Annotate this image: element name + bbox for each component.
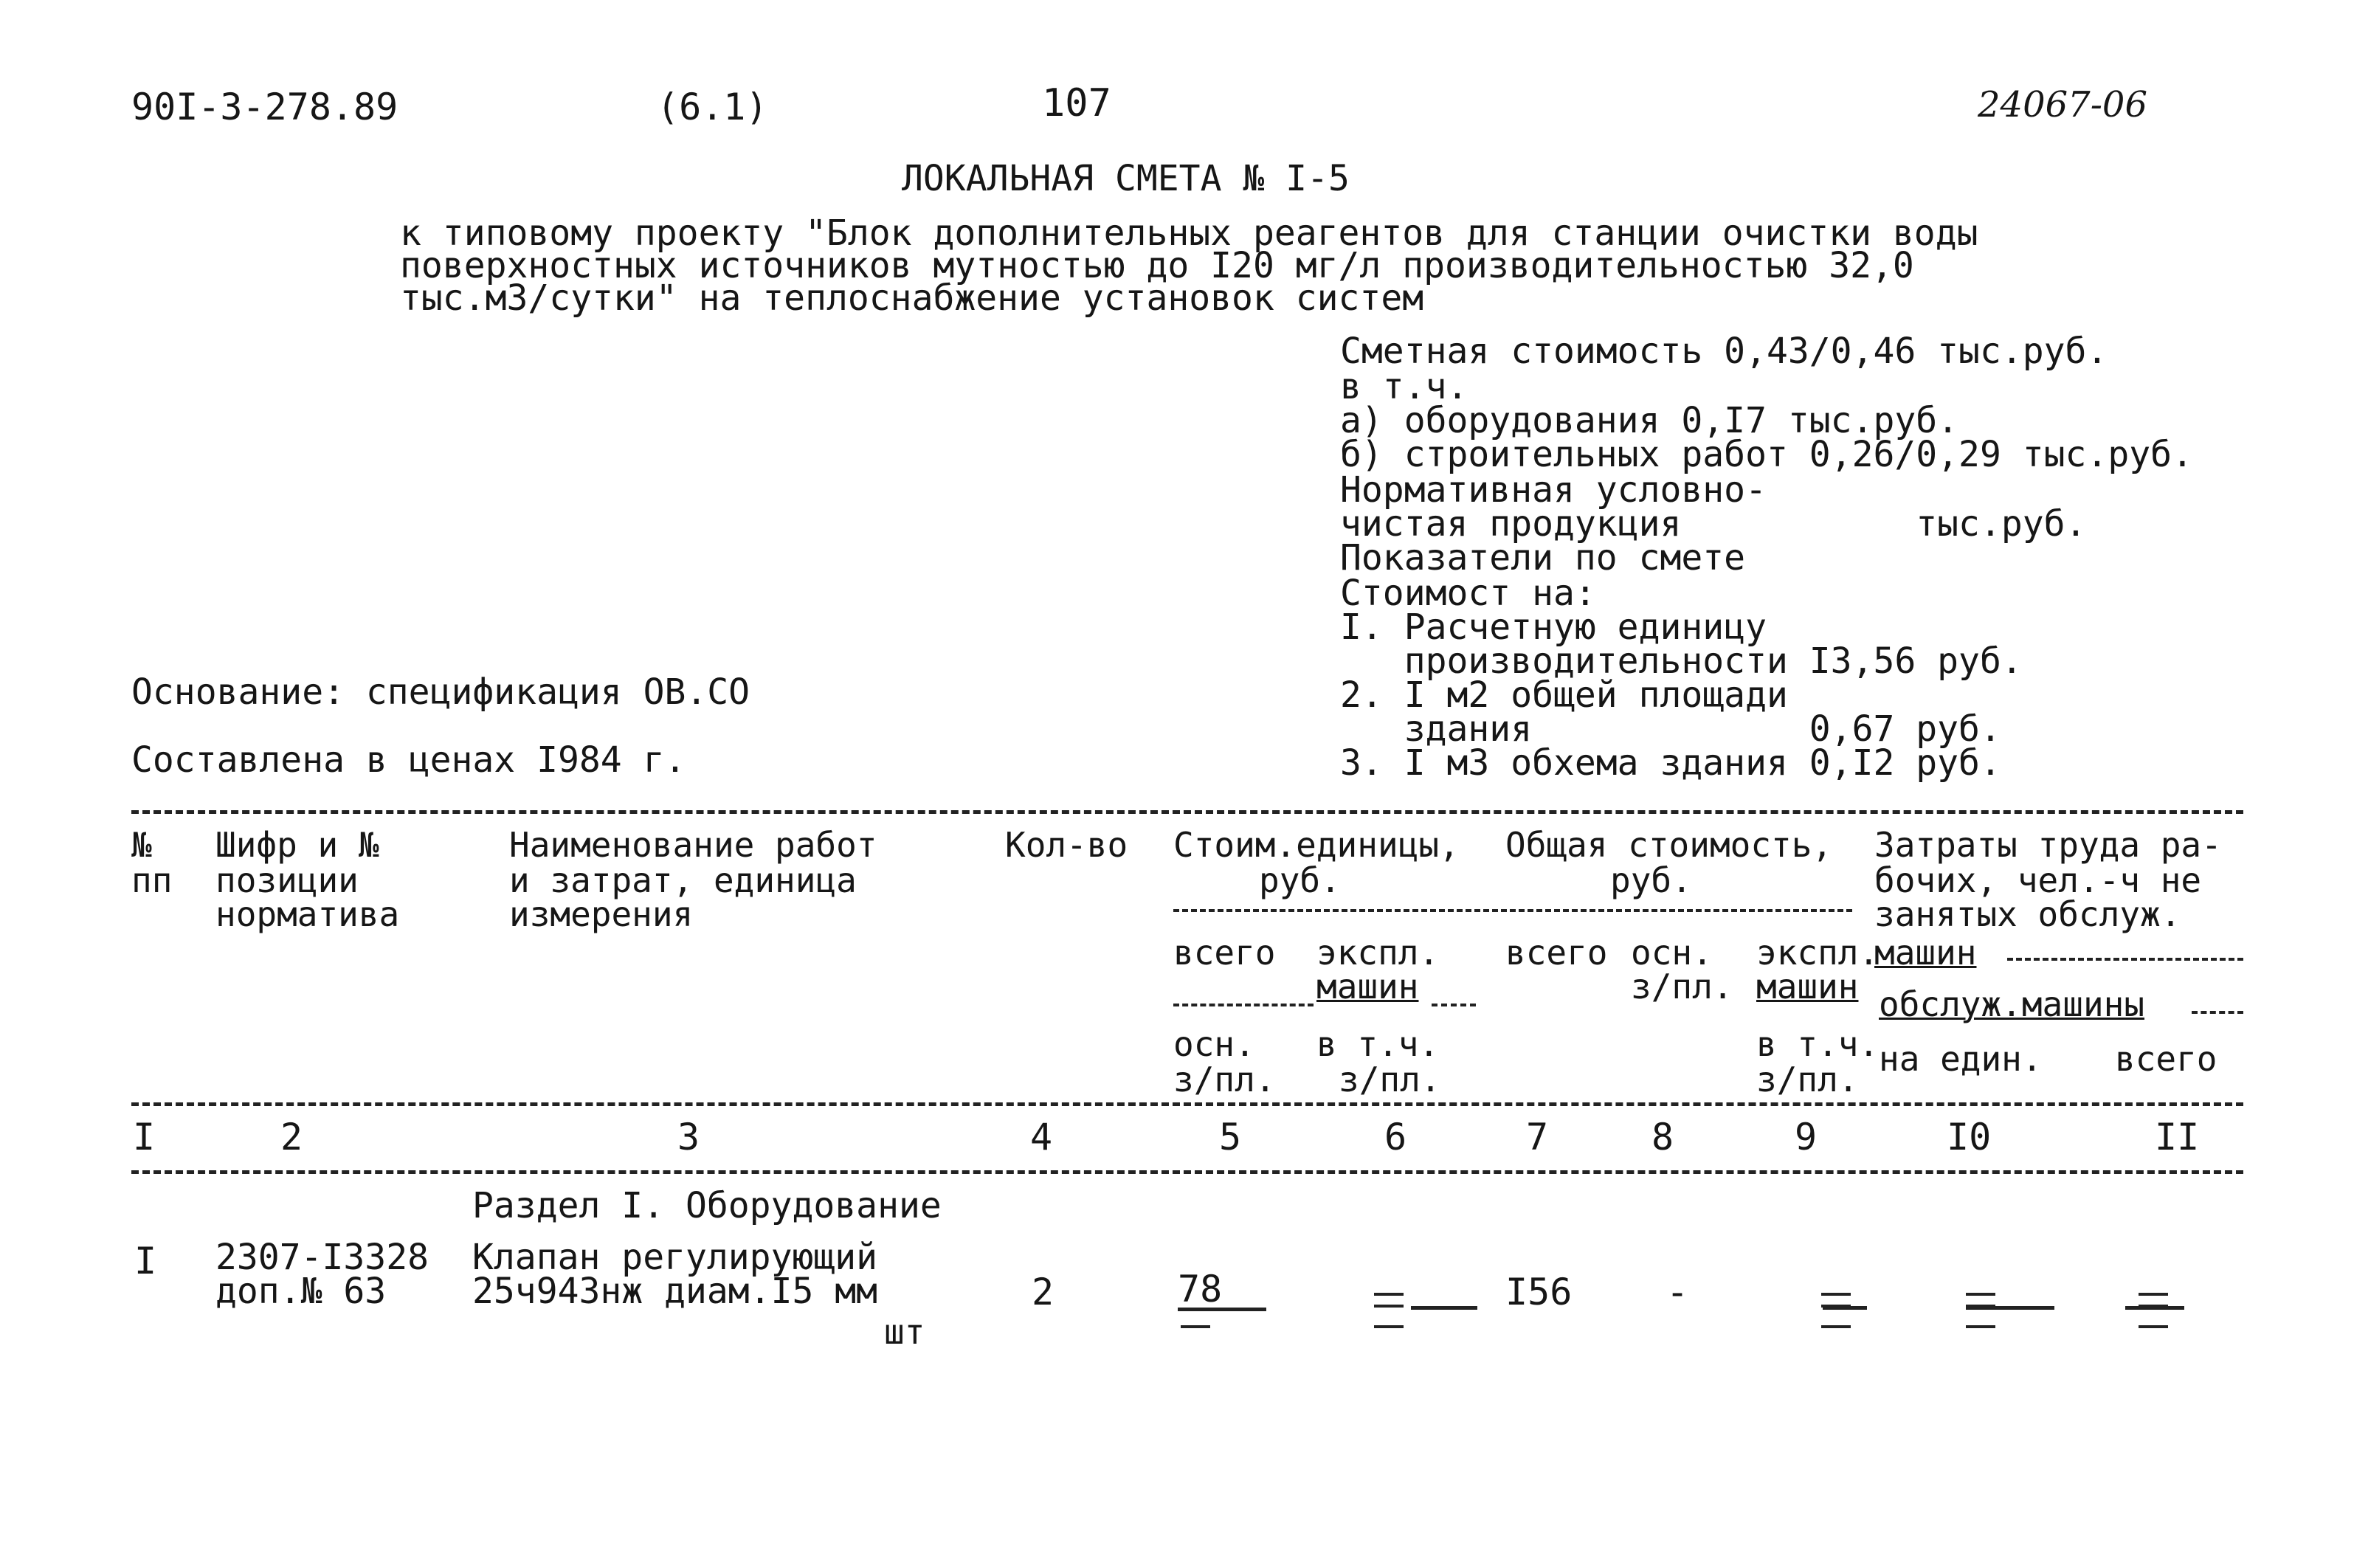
header-c5-line: осн.: [1173, 1024, 1255, 1064]
column-number: 9: [1795, 1116, 1818, 1158]
summary-line: 2. I м2 общей площади: [1340, 674, 1788, 716]
header-c5-title: руб.: [1259, 860, 1341, 900]
page-number: 107: [1042, 81, 1111, 125]
row-empty-underline: [1823, 1306, 1867, 1310]
header-c10-title: бочих, чел.-ч не: [1874, 860, 2202, 900]
header-c9-line: в т.ч.: [1756, 1024, 1880, 1064]
column-number: 4: [1030, 1116, 1053, 1158]
row-code: доп.№ 63: [215, 1271, 387, 1312]
prices-line: Составлена в ценах I984 г.: [131, 739, 686, 781]
header-c6-line: машин: [1316, 967, 1419, 1006]
row-empty-underline: [1966, 1306, 2054, 1310]
row-empty-mark: [1374, 1293, 1404, 1296]
header-c8-line: з/пл.: [1631, 967, 1733, 1006]
summary-line: Нормативная условно-: [1340, 469, 1767, 511]
header-bottom-rule: [131, 1102, 2243, 1106]
header-c9-line: з/пл.: [1756, 1060, 1859, 1099]
summary-line: чистая продукция тыс.руб.: [1340, 503, 2087, 545]
document-code: 90I-3-278.89: [131, 86, 398, 128]
subtitle-line-2: поверхностных источников мутностью до I20 мг/л производительностью 32,0: [400, 245, 1914, 286]
row-code: 2307-I3328: [215, 1237, 429, 1278]
row-quantity: 2: [1032, 1271, 1055, 1313]
header-c2-line: Шифр и №: [215, 825, 379, 865]
row-name: 25ч943нж диам.I5 мм: [472, 1271, 878, 1312]
header-c10-rule2: [2192, 1011, 2243, 1014]
header-sub-rule: [1173, 909, 1852, 912]
summary-line: Показатели по смете: [1340, 537, 1746, 578]
column-number: I: [133, 1116, 156, 1158]
row-empty-mark: [2139, 1293, 2168, 1296]
column-number: I0: [1947, 1116, 1992, 1158]
subtitle-line-3: тыс.м3/сутки" на теплоснабжение установок систем: [400, 277, 1424, 319]
basis-line: Основание: спецификация ОВ.СО: [131, 671, 750, 713]
header-c5-total: всего: [1173, 933, 1276, 973]
row-empty-mark: [1966, 1325, 1995, 1328]
header-c3-line: измерения: [509, 894, 694, 934]
column-number: 6: [1384, 1116, 1407, 1158]
header-c1-line: №: [131, 825, 152, 865]
row-empty-underline: [2125, 1306, 2184, 1310]
summary-line: б) строительных работ 0,26/0,29 тыс.руб.: [1340, 434, 2193, 475]
column-number: 2: [280, 1116, 303, 1158]
summary-line: I. Расчетную единицу: [1340, 607, 1767, 648]
header-c11-total: всего: [2115, 1039, 2217, 1079]
row-empty-mark: [2139, 1325, 2168, 1328]
header-c5-line: з/пл.: [1173, 1060, 1276, 1099]
summary-line: а) оборудования 0,I7 тыс.руб.: [1340, 400, 1959, 441]
header-c7-total: всего: [1505, 933, 1608, 973]
table-top-rule: [131, 810, 2243, 814]
summary-line: Стоимост на:: [1340, 573, 1596, 614]
summary-line: в т.ч.: [1340, 366, 1468, 407]
header-c2-line: норматива: [215, 894, 400, 934]
header-c10-sub: машин: [1874, 933, 1977, 973]
header-c4: Кол-во: [1005, 825, 1128, 865]
summary-line: производительности I3,56 руб.: [1340, 640, 2023, 682]
column-number: 7: [1526, 1116, 1549, 1158]
column-number: 5: [1219, 1116, 1242, 1158]
header-c9-line: экспл.: [1756, 933, 1880, 973]
row-name: Клапан регулирующий: [472, 1237, 878, 1278]
row-number: I: [134, 1240, 157, 1282]
header-c2-line: позиции: [215, 860, 359, 900]
column-number: 8: [1651, 1116, 1674, 1158]
header-c10-title: занятых обслуж.: [1874, 894, 2181, 934]
row-empty-mark: [1821, 1325, 1851, 1328]
numbers-bottom-rule: [131, 1170, 2243, 1174]
header-c5-rule: [1173, 1004, 1314, 1006]
summary-line: Сметная стоимость 0,43/0,46 тыс.руб.: [1340, 331, 2108, 372]
row-empty-mark: [1966, 1293, 1995, 1296]
row-unit: шт: [884, 1312, 925, 1352]
column-number: 3: [677, 1116, 700, 1158]
row-unit-price-underline: [1178, 1308, 1266, 1311]
header-c10-rule: [2007, 958, 2243, 961]
row-unit-price: 78: [1178, 1268, 1223, 1310]
subtitle-line-1: к типовому проекту "Блок дополнительных реагентов для станции очистки воды: [400, 213, 1978, 254]
header-c9-line: машин: [1756, 967, 1859, 1006]
row-empty-mark: [1821, 1293, 1851, 1296]
header-c6-line: экспл.: [1316, 933, 1440, 973]
row-empty-underline: [1411, 1306, 1477, 1310]
row-empty-mark: [1374, 1305, 1404, 1308]
summary-line: здания 0,67 руб.: [1340, 708, 2001, 750]
header-c10-sub2: обслуж.машины: [1879, 984, 2145, 1024]
document-title: ЛОКАЛЬНАЯ СМЕТА № I-5: [902, 158, 1350, 199]
header-c10-title: Затраты труда ра-: [1874, 825, 2222, 865]
header-c6-line: в т.ч.: [1316, 1024, 1440, 1064]
header-c7-title: руб.: [1610, 860, 1692, 900]
header-c3-line: и затрат, единица: [509, 860, 857, 900]
header-c6-rule: [1432, 1004, 1476, 1006]
row-salary-total: -: [1666, 1271, 1689, 1313]
section-title: Раздел I. Оборудование: [472, 1185, 942, 1226]
summary-line: 3. I м3 обхема здания 0,I2 руб.: [1340, 742, 2001, 784]
header-c3-line: Наименование работ: [509, 825, 877, 865]
header-c5-title: Стоим.единицы,: [1173, 825, 1460, 865]
header-c8-line: осн.: [1631, 933, 1713, 973]
section-number: (6.1): [657, 86, 768, 128]
row-total: I56: [1505, 1271, 1573, 1313]
row-empty-mark: [1181, 1325, 1210, 1328]
header-c10-per-unit: на един.: [1879, 1039, 2043, 1079]
header-c6-line: з/пл.: [1339, 1060, 1441, 1099]
header-c1-line: пп: [131, 860, 173, 900]
column-number: II: [2155, 1116, 2200, 1158]
row-empty-mark: [1374, 1325, 1404, 1328]
header-c7-title: Общая стоимость,: [1505, 825, 1833, 865]
handwritten-code: 24067-06: [1978, 84, 2147, 125]
